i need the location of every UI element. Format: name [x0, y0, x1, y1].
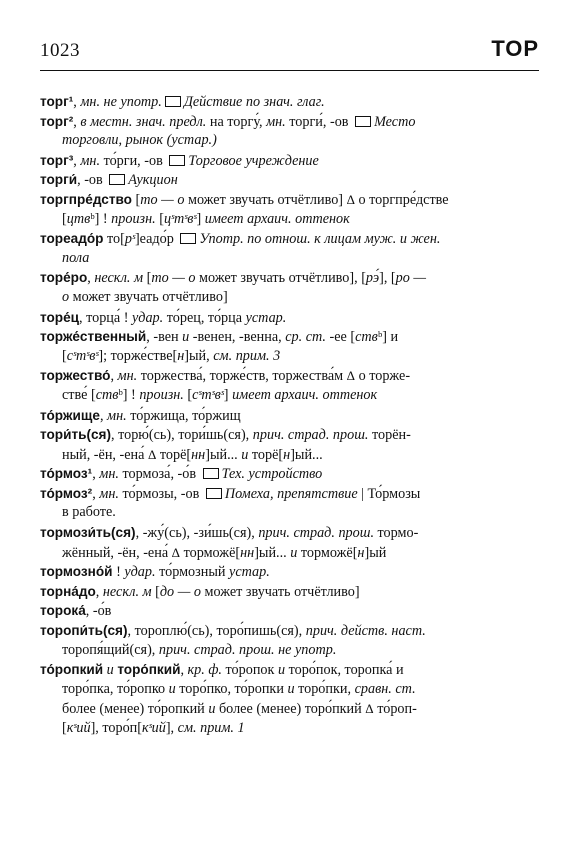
entry-text: то́рмозный	[155, 564, 230, 581]
grammar-note: устар.	[245, 309, 287, 326]
triangle-marker: Δ	[147, 446, 157, 462]
grammar-note: ср. ст.	[285, 329, 326, 346]
entry-first-line	[40, 523, 539, 543]
entry-text: ᵇ] !	[118, 386, 140, 403]
entry-text: [	[62, 210, 67, 227]
dictionary-entry	[40, 484, 539, 523]
entry-text: то́ржища, то́ржищ	[126, 407, 241, 424]
entry-text: ный, -ён, -ена́	[62, 446, 148, 463]
headword: тормози́ть(ся)	[40, 525, 136, 541]
entry-first-line	[40, 366, 539, 386]
entry-text: ,	[73, 113, 81, 130]
entry-text: может звучать отчётливо]	[200, 583, 360, 600]
definition-box-icon	[180, 233, 196, 244]
entry-text: то́ропок	[221, 662, 278, 679]
dictionary-entry	[40, 562, 539, 582]
grammar-note: мн.	[107, 407, 127, 424]
entry-text: ]	[196, 210, 205, 227]
entry-text: -ее [	[325, 329, 356, 346]
grammar-note: Тех. устройство	[221, 466, 323, 483]
headword: то́рмоз²	[40, 485, 93, 501]
grammar-note: и	[182, 329, 190, 346]
entry-text: ,	[92, 466, 100, 483]
headword: тореадо́р	[40, 231, 104, 247]
entry-text: ,	[110, 368, 118, 385]
headword: торна́до	[40, 583, 96, 599]
entry-text: , торю́(сь), тори́шь(ся),	[111, 427, 253, 444]
entry-text: то́рги, -ов	[100, 152, 167, 169]
grammar-note: нескл. м	[94, 270, 144, 287]
dictionary-entry	[40, 582, 539, 602]
entry-text: [	[143, 270, 152, 287]
entry-text: то́рмозы, -ов	[118, 485, 203, 502]
entry-first-line	[40, 582, 539, 602]
dictionary-entry	[40, 112, 539, 151]
entry-text: , -вен	[146, 329, 183, 346]
entry-continuation-line	[40, 699, 539, 719]
dictionary-entry	[40, 621, 539, 660]
entry-text: ]еадо́р	[134, 231, 178, 248]
dictionary-entry	[40, 151, 539, 171]
grammar-note: прич. страд. прош.	[258, 525, 374, 542]
headword: тори́ть(ся)	[40, 427, 112, 443]
headword: торг²	[40, 113, 74, 129]
grammar-note: то — о	[140, 191, 185, 208]
grammar-note: мн. не употр.	[80, 94, 162, 110]
entry-text: может звучать отчётливо]	[184, 191, 347, 208]
entry-continuation-line	[40, 503, 539, 523]
grammar-note: Помеха, препятствие	[224, 485, 358, 502]
entry-text: ], [	[379, 270, 396, 287]
entry-continuation-line	[40, 680, 539, 700]
entry-text: то́роп-	[373, 701, 417, 718]
entry-text: ,	[87, 270, 95, 287]
entry-continuation-line	[40, 543, 539, 563]
entry-text: [	[62, 347, 67, 364]
grammar-note: сравн. ст.	[354, 680, 416, 697]
headword: торопи́ть(ся)	[40, 623, 128, 639]
headword: тормозно́й	[40, 564, 113, 580]
grammar-note: мн.	[99, 485, 119, 502]
entry-first-line	[40, 621, 539, 641]
dictionary-entry	[40, 601, 539, 621]
entry-text: , тороплю́(сь), торо́пишь(ся),	[127, 623, 306, 640]
entry-text: [	[62, 720, 67, 736]
entry-text: торё[	[248, 446, 284, 463]
grammar-note: Торговое учреждение	[188, 152, 319, 169]
grammar-note: и	[208, 701, 216, 718]
grammar-note: прич. страд. прош.	[252, 427, 369, 444]
entry-first-line	[40, 660, 539, 680]
grammar-note: удар.	[124, 564, 156, 581]
grammar-note: имеет архаич. оттенок	[232, 386, 378, 403]
definition-box-icon	[169, 155, 185, 166]
grammar-note: сˢтˢвˢ	[66, 347, 99, 364]
entry-text: более (менее) то́ропкий	[62, 701, 209, 718]
entry-first-line	[40, 112, 539, 132]
entry-text: тормоза́, -о́в	[118, 466, 200, 483]
grammar-note: кˢий	[66, 720, 91, 736]
entry-text: !	[112, 564, 125, 581]
dictionary-entry	[40, 406, 539, 426]
entry-continuation-line	[40, 445, 539, 465]
grammar-note: имеет архаич. оттенок	[204, 210, 350, 227]
grammar-note: в местн. знач. предл.	[80, 113, 207, 130]
entry-continuation-line	[40, 249, 539, 269]
entry-first-line	[40, 229, 539, 249]
entry-text: [	[131, 191, 141, 208]
grammar-note: цˢтˢвˢ	[163, 210, 197, 227]
grammar-note: произн.	[139, 386, 184, 403]
dictionary-entry	[40, 190, 539, 229]
dictionary-entry	[40, 464, 539, 484]
entry-text: ], торо́п[	[90, 720, 142, 736]
grammar-note: Действие по знач. глаг.	[183, 94, 325, 110]
grammar-note: мн.	[99, 466, 119, 483]
entry-text: о торже-	[355, 368, 411, 385]
entry-first-line	[40, 562, 539, 582]
entry-list	[40, 92, 539, 739]
grammar-note: пола	[62, 249, 90, 266]
entry-text: торги́, -ов	[285, 113, 353, 130]
dictionary-entry	[40, 92, 539, 112]
grammar-note: и	[106, 662, 114, 679]
grammar-note: Аукцион	[128, 172, 178, 189]
entry-text: ᵇ] и	[377, 329, 399, 346]
entry-first-line	[40, 151, 539, 171]
headword: то́ропкий	[40, 662, 104, 678]
grammar-note: удар.	[132, 309, 164, 326]
grammar-note: рˢ	[124, 231, 135, 248]
dictionary-entry	[40, 523, 539, 562]
entry-continuation-line	[40, 347, 539, 367]
grammar-note: Употр. по отнош. к лицам муж. и жен.	[199, 231, 441, 248]
dictionary-entry	[40, 268, 539, 307]
triangle-marker: Δ	[171, 544, 181, 560]
header-rule	[40, 70, 539, 71]
dictionary-entry	[40, 308, 539, 328]
grammar-note: кр. ф.	[187, 662, 222, 679]
grammar-note: н	[283, 446, 291, 463]
entry-text: , -о́в	[85, 603, 112, 620]
grammar-note: ств	[355, 329, 378, 346]
grammar-note: и	[290, 544, 298, 561]
entry-text: на торгу́,	[206, 113, 267, 130]
entry-text: ,	[73, 94, 81, 110]
entry-text: более (менее) торо́пкий	[215, 701, 366, 718]
grammar-note: и	[277, 662, 286, 679]
entry-text: то[	[103, 231, 125, 248]
entry-text: ]ый...	[254, 544, 291, 561]
headword: торги́	[40, 172, 78, 188]
definition-box-icon	[203, 468, 219, 479]
entry-first-line	[40, 308, 539, 328]
grammar-note: рэ́	[365, 270, 380, 287]
entry-text: ]ый,	[184, 347, 214, 364]
entry-text: ]	[223, 386, 233, 403]
grammar-note: нн	[240, 544, 255, 561]
entry-first-line	[40, 464, 539, 484]
entry-first-line	[40, 92, 539, 112]
entry-text: торможё[	[180, 544, 241, 561]
entry-text: ]ый	[364, 544, 387, 561]
grammar-note: н	[177, 347, 185, 364]
dictionary-entry	[40, 229, 539, 268]
headword: торже́ственный	[40, 329, 147, 345]
grammar-note: торговли, рынок (устар.)	[62, 132, 217, 149]
entry-text: , торца́ !	[79, 309, 133, 326]
entry-continuation-line	[40, 386, 539, 406]
grammar-note: Место	[374, 113, 416, 130]
grammar-note: см. прим. 1	[177, 720, 245, 736]
grammar-note: и	[241, 446, 249, 463]
entry-first-line	[40, 425, 539, 445]
entry-text: ]ый...	[205, 446, 242, 463]
entry-text: ]ый...	[290, 446, 323, 463]
entry-text: [	[183, 386, 193, 403]
entry-text: торо́пка, то́ропко	[62, 680, 169, 697]
dictionary-entry	[40, 366, 539, 405]
entry-text: то́рец, то́рца	[163, 309, 246, 326]
grammar-note: прич. действ. наст.	[305, 623, 426, 640]
grammar-note: о	[62, 288, 70, 305]
entry-text: ,	[95, 583, 103, 600]
headword: то́рмоз¹	[40, 466, 93, 482]
entry-text: , -жу́(сь), -зи́шь(ся),	[135, 525, 259, 542]
grammar-note: и	[168, 680, 176, 697]
grammar-note: мн.	[80, 152, 101, 169]
entry-text: торопя́щий(ся),	[62, 641, 159, 658]
entry-text: [	[151, 583, 160, 600]
grammar-note: до — о	[159, 583, 201, 600]
entry-text: ,	[73, 152, 81, 169]
headword: торе́ц	[40, 309, 80, 325]
headword: торг¹	[40, 94, 74, 109]
headword: торо́пкий	[117, 662, 181, 678]
entry-text: торён-	[368, 427, 411, 444]
entry-first-line	[40, 484, 539, 504]
page-header	[40, 36, 539, 66]
entry-text: о торгпре́дстве	[354, 191, 449, 208]
dictionary-entry	[40, 660, 539, 738]
entry-text: ],	[165, 720, 178, 736]
entry-text: ,	[180, 662, 188, 679]
entry-first-line	[40, 327, 539, 347]
entry-text: торо́пок, торопка́ и	[285, 662, 404, 679]
entry-text: , -ов	[77, 172, 107, 189]
grammar-note: мн.	[117, 368, 138, 385]
entry-first-line	[40, 601, 539, 621]
entry-text: тормо-	[374, 525, 419, 542]
entry-first-line	[40, 190, 539, 210]
entry-continuation-line	[40, 210, 539, 230]
entry-text: в работе.	[62, 504, 116, 521]
entry-text: торо́пко, то́ропки	[175, 680, 288, 697]
entry-text: ,	[99, 407, 108, 424]
entry-text: жённый, -ён, -ена́	[62, 544, 172, 561]
entry-text: торможё[	[297, 544, 358, 561]
dictionary-entry	[40, 327, 539, 366]
entry-continuation-line	[40, 288, 539, 308]
entry-text: ᵇ] !	[90, 210, 112, 227]
entry-text: может звучать отчётливо]	[69, 288, 228, 305]
entry-continuation-line	[40, 131, 539, 151]
grammar-note: устар.	[229, 564, 270, 581]
headword: торока́	[40, 603, 86, 619]
definition-box-icon	[355, 116, 371, 127]
entry-text: торё[	[156, 446, 192, 463]
entry-text: [	[155, 210, 164, 227]
entry-first-line	[40, 268, 539, 288]
entry-first-line	[40, 170, 539, 190]
triangle-marker: Δ	[346, 368, 356, 384]
grammar-note: кˢий	[142, 720, 166, 736]
grammar-note: ств	[95, 386, 119, 403]
definition-box-icon	[206, 488, 222, 499]
entry-first-line	[40, 406, 539, 426]
triangle-marker: Δ	[365, 701, 374, 717]
grammar-note: см. прим. 3	[213, 347, 281, 364]
grammar-note: нескл. м	[102, 583, 152, 600]
grammar-note: сˢтˢвˢ	[192, 386, 224, 403]
grammar-note: и	[287, 680, 295, 697]
entry-text: торжества́, торже́ств, торжества́м	[137, 368, 347, 385]
entry-text: ,	[92, 485, 100, 502]
headword: то́ржище	[40, 407, 100, 423]
grammar-note: нн	[191, 446, 206, 463]
headword: торжество́	[40, 368, 111, 384]
grammar-note: прич. страд. прош. не употр.	[158, 641, 337, 658]
definition-box-icon	[109, 174, 125, 185]
entry-continuation-line	[40, 719, 539, 739]
entry-text: ]; торже́стве[	[98, 347, 178, 364]
grammar-note: цтв	[66, 210, 91, 227]
grammar-note: произн.	[111, 210, 156, 227]
headword: торе́ро	[40, 270, 88, 286]
headword: торгпре́дство	[40, 191, 132, 207]
dictionary-entry	[40, 425, 539, 464]
entry-text: может звучать отчётливо], [	[195, 270, 366, 287]
grammar-note: н	[357, 544, 365, 561]
running-head: ТОР	[491, 36, 539, 61]
triangle-marker: Δ	[346, 191, 355, 207]
entry-text: -венен, -венна,	[189, 329, 286, 346]
grammar-note: то — о	[151, 270, 196, 287]
grammar-note: мн.	[266, 113, 286, 130]
headword: торг³	[40, 152, 74, 168]
definition-box-icon	[165, 96, 181, 107]
entry-continuation-line	[40, 641, 539, 661]
entry-text: торо́пки,	[294, 680, 355, 697]
entry-text: | То́рмозы	[357, 485, 421, 502]
grammar-note: ро —	[395, 270, 426, 287]
page-number: 1023	[40, 40, 80, 61]
entry-text: стве́ [	[62, 386, 96, 403]
dictionary-entry	[40, 170, 539, 190]
